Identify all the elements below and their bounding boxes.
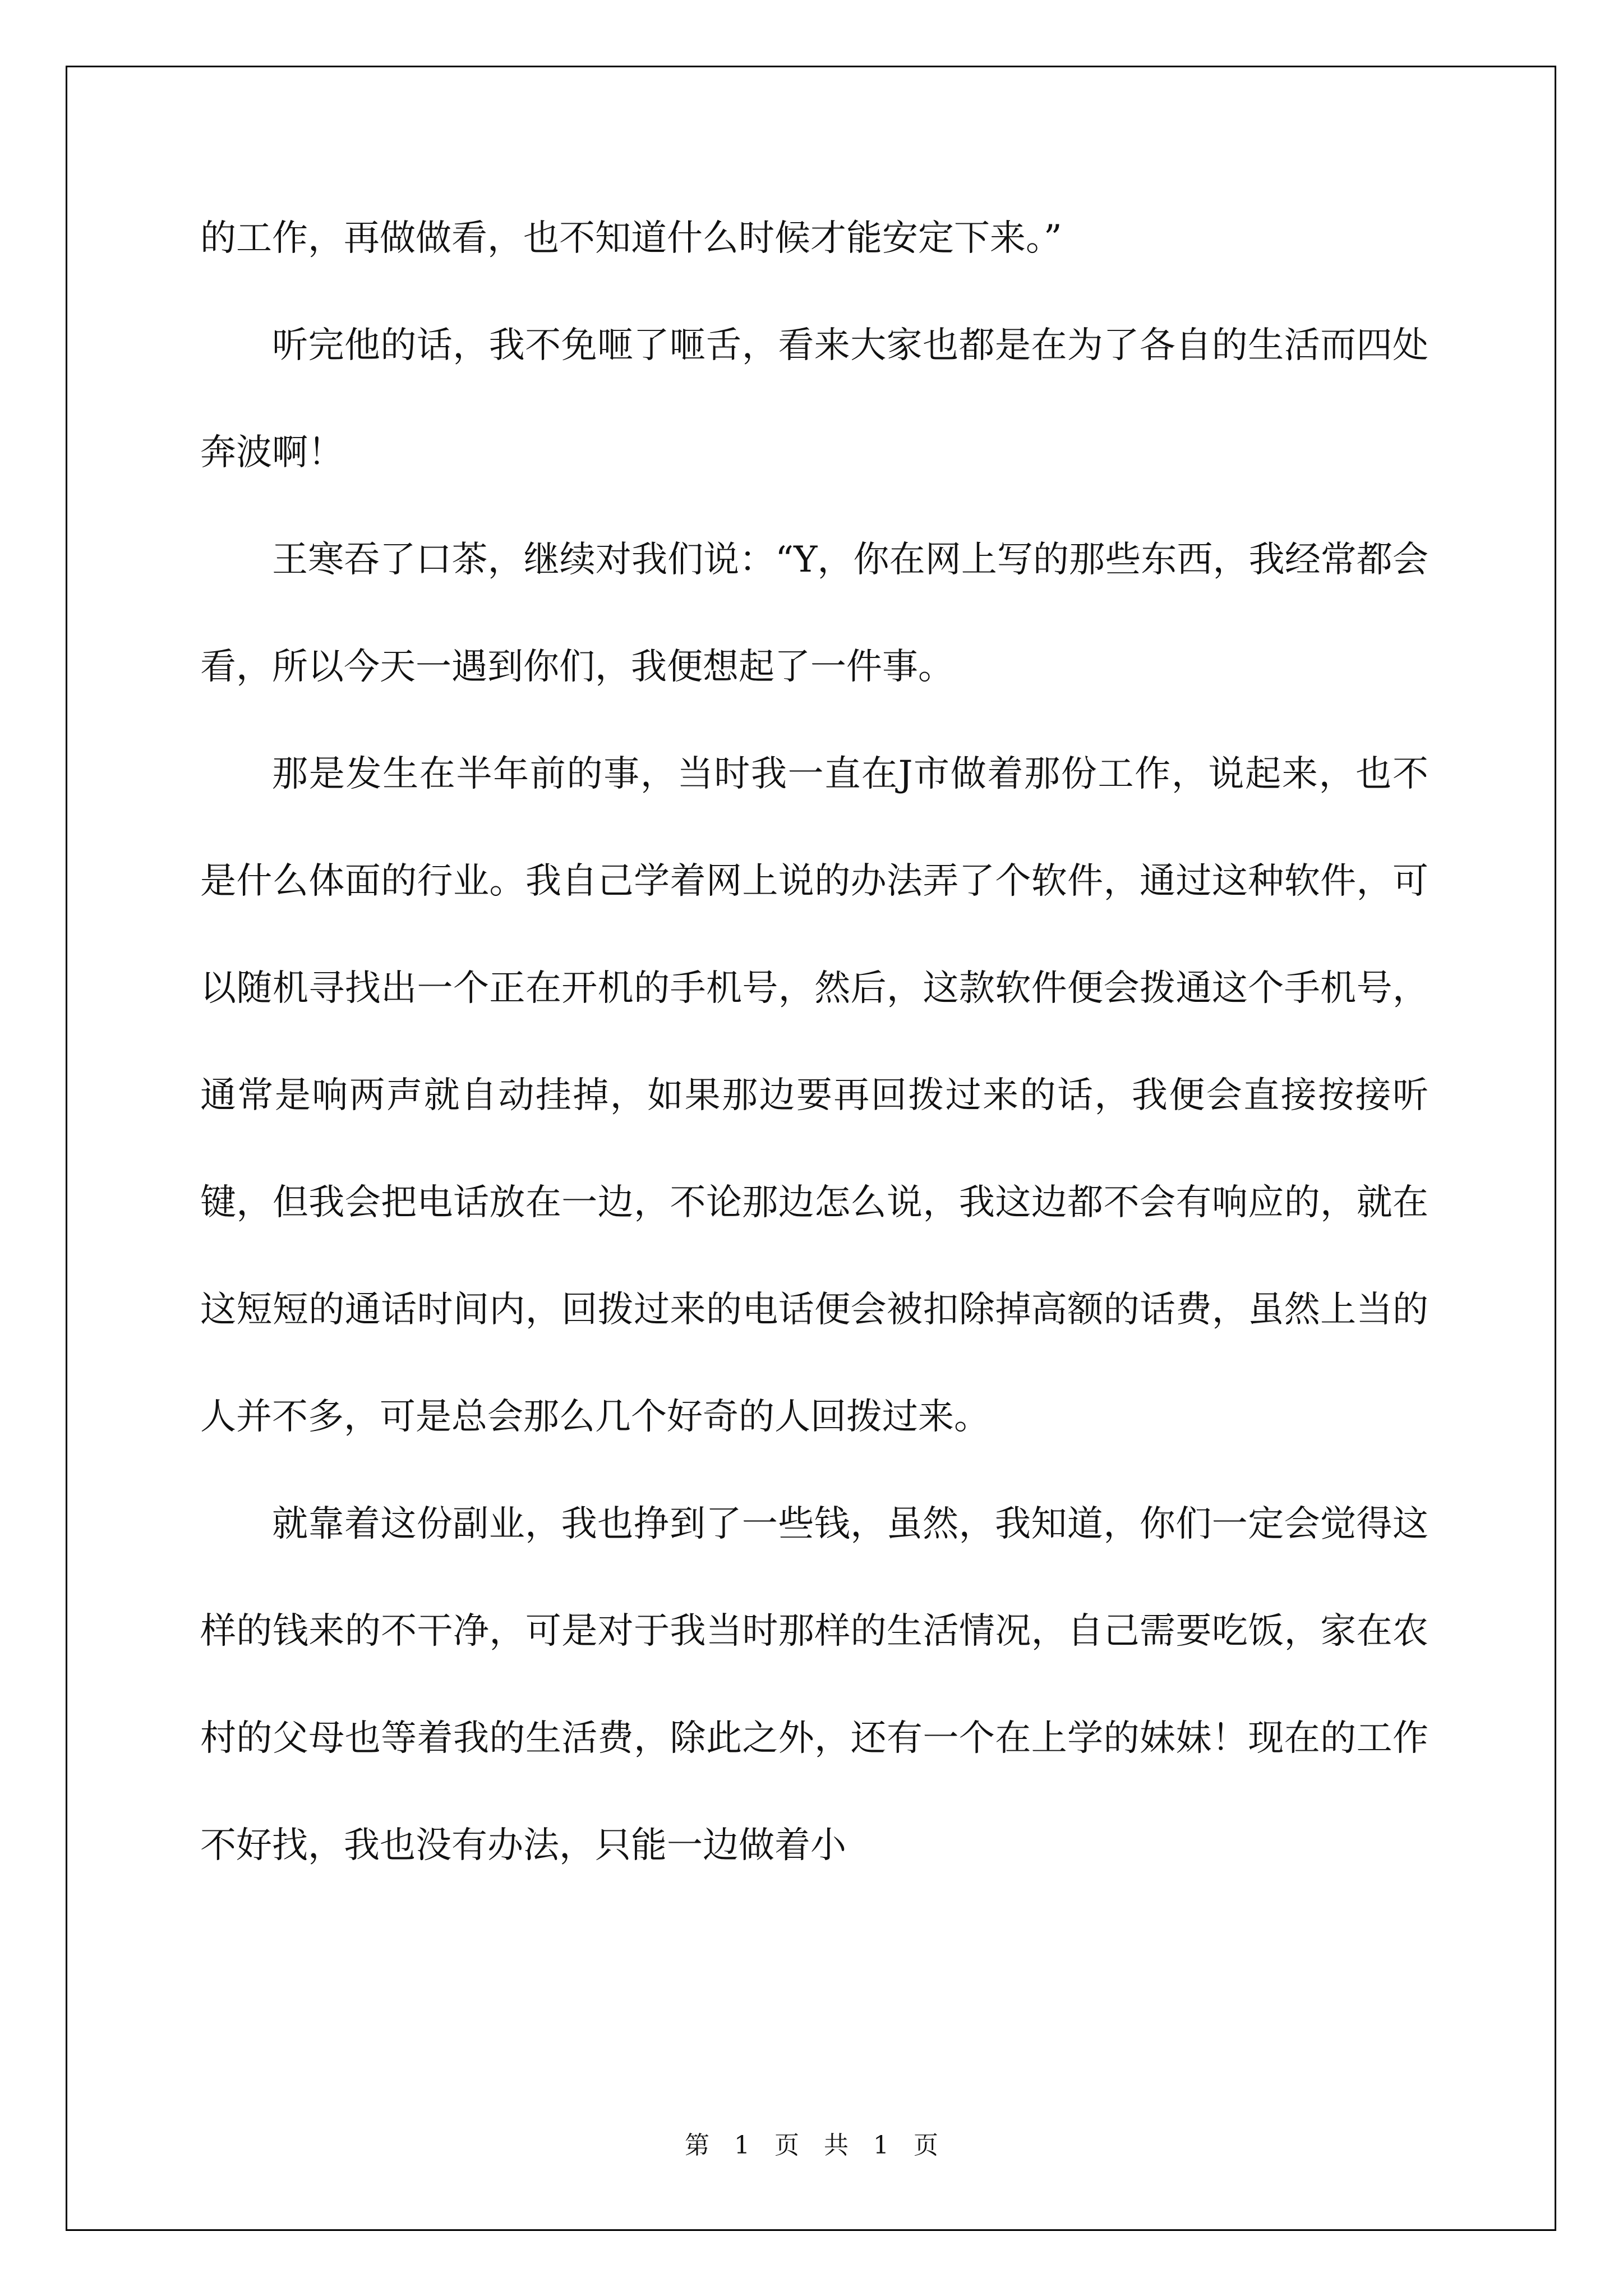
paragraph-4: 那是发生在半年前的事，当时我一直在J市做着那份工作，说起来，也不是什么体面的行业。我自己学着网上说的办法弄了个软件，通过这种软件，可以随机寻找出一个正在开机的手机号，然后，这款软件便会拨通这个手机号，通常是响两声就自动挂掉，如果那边要再回拨过来的话，我便会直接按接听键，但我会把电话放在一边，不论那边怎么说，我这边都不会有响应的，就在这短短的通话时间内，回拨过来的电话便会被扣除掉高额的话费，虽然上当的人并不多，可是总会那么几个好奇的人回拨过来。: [200, 753, 1428, 1438]
page-number-label: 第 1 页 共 1 页: [685, 2131, 938, 2160]
paragraph-2: 听完他的话，我不免咂了咂舌，看来大家也都是在为了各自的生活而四处奔波啊！: [200, 325, 1428, 473]
paragraph-5: 就靠着这份副业，我也挣到了一些钱，虽然，我知道，你们一定会觉得这样的钱来的不干净，可是对于我当时那样的生活情况，自己需要吃饭，家在农村的父母也等着我的生活费，除此之外，还有一个在上学的妹妹！现在的工作不好找，我也没有办法，只能一边做着小: [200, 1503, 1428, 1866]
paragraph-1: 的工作，再做做看，也不知道什么时候才能安定下来。”: [200, 218, 1062, 259]
document-body: [200, 185, 1428, 1899]
paragraph-3: 王寒吞了口茶，继续对我们说：“Y，你在网上写的那些东西，我经常都会看，所以今天一遇到你们，我便想起了一件事。: [200, 539, 1428, 688]
page-footer: [0, 2125, 1623, 2161]
